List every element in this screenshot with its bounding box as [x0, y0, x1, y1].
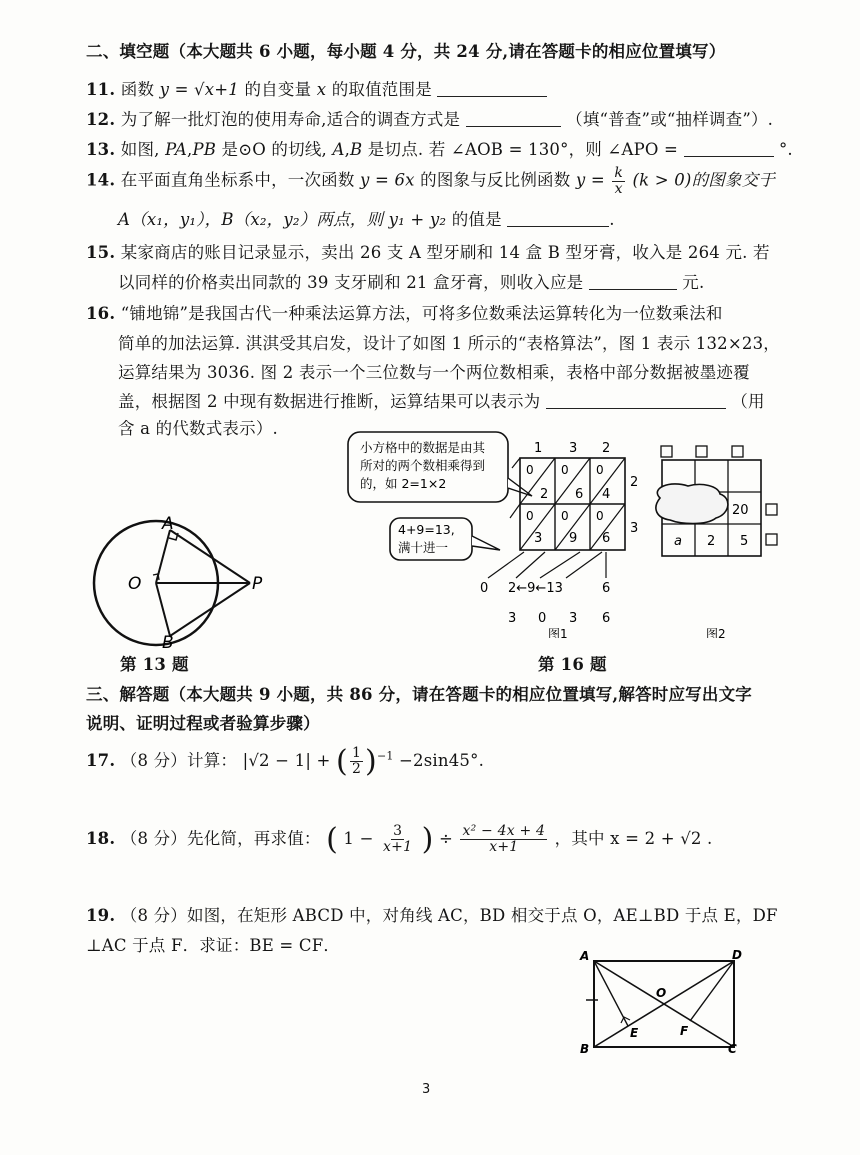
q18-text: （8 分）先化简，再求值： — [120, 829, 321, 848]
q19-line1: （8 分）如图，在矩形 ABCD 中，对角线 AC，BD 相交于点 O，AE⊥BD 于点 E，DF — [120, 906, 778, 925]
q16-line4-b: （用 — [731, 392, 765, 411]
q18-number: 18. — [86, 829, 116, 848]
fig2-cell-5: 5 — [740, 534, 749, 549]
fig1-top-2: 3 — [569, 441, 578, 456]
q13-point-b: B — [350, 140, 363, 159]
fig1-top-3: 2 — [602, 441, 611, 456]
q13-text-c: 是切点. 若 ∠AOB = 130°，则 ∠APO = — [367, 140, 679, 159]
label-d: D — [732, 948, 742, 962]
q13-text-b: 是⊙O 的切线, — [221, 140, 327, 159]
q14-line1-expr: y = 6x — [360, 170, 415, 190]
fig2-cell-2: 2 — [707, 534, 716, 549]
bubble-1-line-2: 所对的两个数相乘得到 — [360, 458, 486, 473]
q14-answer-blank — [507, 210, 609, 228]
fig1-result-6: 6 — [602, 611, 611, 626]
q18-expr1: 1 − — [343, 829, 374, 848]
q14-fraction — [612, 166, 625, 196]
q18-f1-den: x+1 — [383, 839, 413, 855]
bubble-2-line-2: 满十进一 — [398, 540, 449, 555]
question-13: 13. 如图, PA,PB 是⊙O 的切线, A,B 是切点. 若 ∠AOB = 130°，则 ∠APO = °. — [86, 140, 793, 159]
question-16-line4 — [118, 388, 765, 412]
section3-line2: 说明、证明过程或者验算步骤） — [86, 714, 320, 733]
q15-line1: 某家商店的账目记录显示，卖出 26 支 A 型牙刷和 14 盒 B 型牙膏，收入是 264 元. 若 — [120, 243, 770, 262]
page-number: 3 — [422, 1082, 431, 1097]
q11-text-a: 函数 — [120, 80, 155, 99]
q12-answer-blank — [466, 110, 561, 128]
q13-pb: PB — [192, 140, 217, 159]
fig1-cell-r2c2-units: 9 — [569, 531, 578, 546]
q14-line2-expr: y₁ + y₂ — [388, 210, 447, 229]
bubble-1-line-3: 的，如 2=1×2 — [360, 476, 447, 491]
label-c: C — [728, 1042, 737, 1056]
q15-number: 15. — [86, 243, 116, 262]
q13-number: 13. — [86, 140, 116, 159]
q18-tail: ，其中 x = 2 + √2 . — [554, 829, 713, 848]
tangent-pb — [170, 583, 250, 636]
q16-number: 16. — [86, 304, 116, 323]
q18-fraction-1 — [381, 824, 414, 854]
q17-expr-a: |√2 − 1| + — [242, 751, 331, 770]
question-15-line2 — [118, 269, 704, 293]
q16-line1: “铺地锦”是我国古代一种乘法运算方法，可将多位数乘法运算转化为一位数乘法和 — [120, 304, 723, 323]
label-f: F — [680, 1024, 689, 1038]
label-b: B — [162, 633, 174, 650]
fig2-cell-20: 20 — [732, 503, 749, 518]
fig1-cell-r1c1-units: 2 — [540, 487, 549, 502]
q18-fraction-2 — [460, 824, 547, 854]
q17-fraction — [350, 746, 363, 776]
q14-line1-a: 在平面直角坐标系中，一次函数 — [120, 170, 355, 190]
label-a: A — [162, 515, 174, 534]
q11-text-c: 的取值范围是 — [331, 80, 432, 99]
fig1-top-1: 1 — [534, 441, 543, 456]
q12-number: 12. — [86, 110, 116, 129]
q14-frac-num: k — [614, 165, 624, 181]
question-15-line1 — [86, 239, 770, 263]
q15-answer-blank — [589, 273, 677, 291]
q14-line2-a: A（x₁，y₁），B（x₂，y₂）两点，则 — [118, 210, 384, 229]
fig1-cell-r2c3-tens: 0 — [596, 509, 604, 523]
question-11 — [86, 76, 547, 100]
fig1-result-3a: 3 — [508, 611, 517, 626]
q11-number: 11. — [86, 80, 116, 99]
q11-text-b: 的自变量 — [244, 80, 312, 99]
fig1-result-0: 0 — [538, 611, 547, 626]
q18-div: ÷ — [439, 829, 454, 848]
q17-number: 17. — [86, 751, 116, 770]
question-18: 18. （8 分）先化简，再求值： ( 1 − $\frac{3}{x+1}$ ) ÷ $\frac{\text{x² − 4x + 4}}{x+1}$ ，其中 x = 2 + √2 . — [86, 822, 713, 857]
figure-16-diagram — [340, 428, 790, 638]
q16-line3: 运算结果为 3036. 图 2 表示一个三位数与一个两位数相乘，表格中部分数据被墨迹覆 — [118, 363, 750, 382]
fig2-cell-a: a — [674, 534, 682, 549]
q16-answer-blank — [546, 392, 726, 410]
label-b: B — [580, 1042, 590, 1056]
q17-expr-b: −2sin45°. — [399, 751, 485, 770]
fig1-cell-r1c2-units: 6 — [575, 487, 584, 502]
q11-var: x — [316, 80, 327, 99]
figure-13-diagram — [90, 515, 290, 650]
fig1-right-1: 2 — [630, 475, 639, 490]
q14-frac-den: x — [614, 180, 623, 197]
fig1-cell-r2c2-tens: 0 — [561, 509, 569, 523]
q13-text-d: °. — [778, 140, 793, 159]
q17-frac-num: 1 — [351, 745, 362, 762]
q18-f2-num: x² − 4x + 4 — [462, 823, 546, 840]
q14-number: 14. — [86, 170, 116, 190]
q13-sep: , — [186, 140, 193, 159]
q19-number: 19. — [86, 906, 116, 925]
fig1-result-3b: 3 — [569, 611, 578, 626]
q13-answer-blank — [684, 140, 774, 158]
section3-line1: 三、解答题（本大题共 9 小题，共 86 分，请在答题卡的相应位置填写,解答时应写出文字 — [86, 685, 752, 704]
q11-expr: y = √x+1 — [159, 80, 240, 99]
q14-line1-c: (k > 0)的图象交于 — [632, 170, 776, 190]
figure-16-caption: 第 16 题 — [538, 655, 607, 674]
question-16-line1 — [86, 300, 723, 324]
bubble-1-line-1: 小方格中的数据是由其 — [360, 440, 486, 455]
q16-line5: 含 a 的代数式表示）. — [118, 419, 278, 438]
q12-text-b: （填“普查”或“抽样调查”）. — [566, 110, 774, 129]
tangent-pa — [170, 530, 250, 583]
bubble-2-line-1: 4+9=13, — [398, 522, 455, 537]
q18-f2-den: x+1 — [489, 839, 519, 855]
question-14-line1: 14. 在平面直角坐标系中，一次函数 y = 6x 的图象与反比例函数 y = $\frac{k}{x}$ (k > 0)的图象交于 — [86, 165, 776, 197]
figure-13-caption: 第 13 题 — [120, 655, 189, 674]
fig1-cell-r2c3-units: 6 — [602, 531, 611, 546]
q13-pa: PA — [165, 140, 187, 159]
fig1-cell-r2c1-tens: 0 — [526, 509, 534, 523]
fig1-cell-r1c2-tens: 0 — [561, 463, 569, 477]
q16-line4-a: 盖，根据图 2 中现有数据进行推断，运算结果可以表示为 — [118, 392, 541, 411]
fig1-cell-r2c1-units: 3 — [534, 531, 543, 546]
fig1-cell-r1c1-tens: 0 — [526, 463, 534, 477]
q18-f1-num: 3 — [393, 823, 403, 840]
fig1-bottom-0: 0 — [480, 581, 489, 596]
fig1-bottom-sum: 2←9←13 — [508, 581, 563, 596]
section2-title: 二、填空题（本大题共 6 小题，每小题 4 分，共 24 分,请在答题卡的相应位置填写） — [86, 42, 726, 61]
question-17: 17. （8 分）计算： |√2 − 1| + ( $\frac{1}{2}$ )$^{-1}$ −2sin45°. — [86, 744, 485, 779]
question-14-line2: A（x₁，y₁），B（x₂，y₂）两点，则 y₁ + y₂ 的值是 . — [118, 210, 615, 229]
q17-frac-den: 2 — [351, 761, 362, 777]
label-p: P — [252, 574, 263, 594]
segment-df — [690, 961, 734, 1021]
fig2-caption: 图2 — [706, 627, 726, 638]
q15-line2-b: 元. — [682, 273, 705, 292]
question-19-line1 — [86, 902, 778, 926]
q16-line2: 简单的加法运算. 淇淇受其启发，设计了如图 1 所示的“表格算法”，图 1 表示 132×23， — [118, 334, 780, 353]
fig1-caption: 图1 — [548, 627, 568, 638]
q12-text-a: 为了解一批灯泡的使用寿命,适合的调查方式是 — [120, 110, 461, 129]
q13-point-a: A — [332, 140, 345, 159]
q14-line2-b: 的值是 — [451, 210, 502, 229]
fig1-cell-r1c3-units: 4 — [602, 487, 611, 502]
fig1-right-2: 3 — [630, 521, 639, 536]
q14-line1-b: 的图象与反比例函数 — [420, 170, 571, 190]
q11-answer-blank — [437, 80, 547, 98]
label-a: A — [580, 949, 590, 963]
label-o: O — [128, 574, 142, 594]
q19-line2: ⊥AC 于点 F．求证：BE = CF． — [86, 936, 341, 955]
fig1-bottom-6: 6 — [602, 581, 611, 596]
fig1-cell-r1c3-tens: 0 — [596, 463, 604, 477]
question-12 — [86, 106, 773, 130]
ink-blot — [656, 484, 728, 524]
segment-ob — [156, 583, 170, 636]
label-o: O — [656, 986, 667, 1000]
fig1-arrows — [488, 552, 606, 578]
label-e: E — [630, 1026, 639, 1040]
q17-text: （8 分）计算： — [120, 751, 238, 770]
q13-text-a: 如图, — [120, 140, 160, 159]
q15-line2-a: 以同样的价格卖出同款的 39 支牙刷和 21 盒牙膏，则收入应是 — [118, 273, 584, 292]
figure-19-rectangle — [570, 945, 750, 1060]
